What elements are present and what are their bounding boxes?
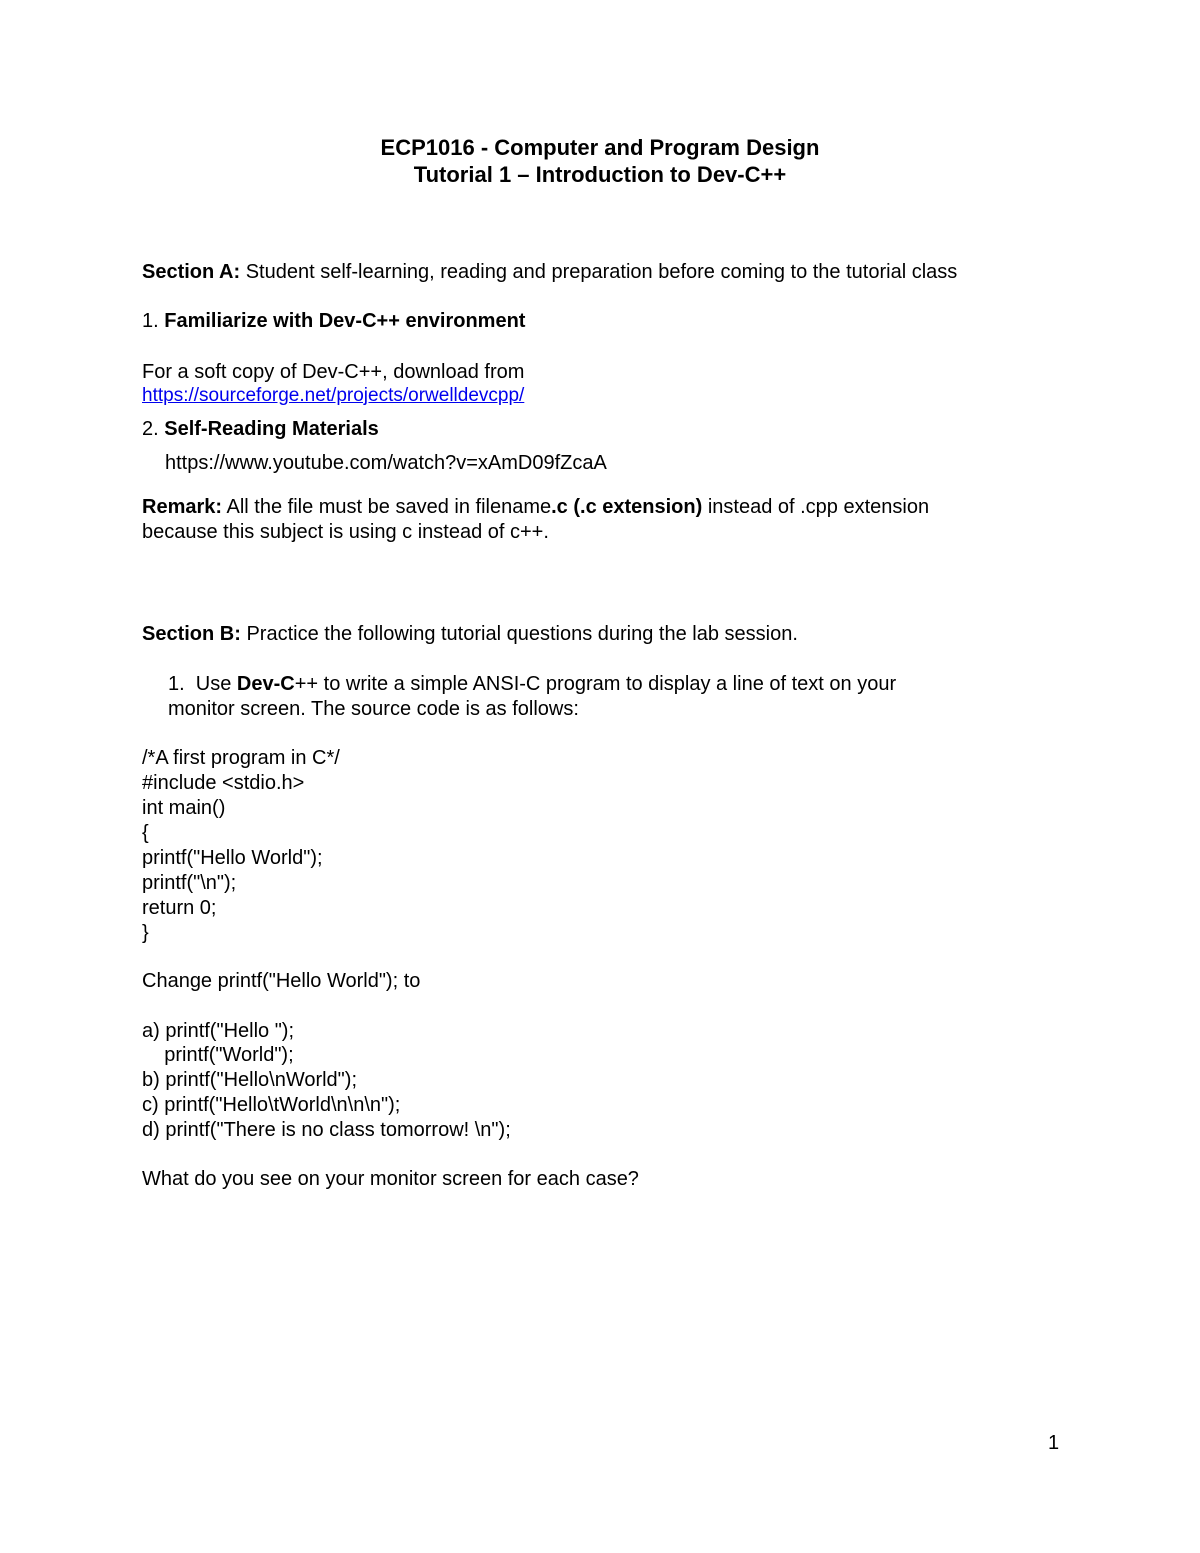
change-instruction: Change printf("Hello World"); to xyxy=(142,970,421,992)
code-line: return 0; xyxy=(142,897,217,919)
section-b-text: Practice the following tutorial questions during the lab session. xyxy=(240,623,798,645)
option-line: printf("World"); xyxy=(142,1044,294,1066)
item-1-heading xyxy=(142,309,525,333)
item-1-title: Familiarize with Dev-C++ environment xyxy=(164,310,526,332)
q1-text-b: ++ to write a simple ANSI-C program to display a line of text on your xyxy=(294,673,897,695)
item-2-num: 2. xyxy=(142,418,165,440)
video-link: https://www.youtube.com/watch?v=xAmD09fZcaA xyxy=(165,452,607,474)
option-line: b) printf("Hello\nWorld"); xyxy=(142,1069,357,1091)
option-line: d) printf("There is no class tomorrow! \n"); xyxy=(142,1119,511,1141)
code-line: int main() xyxy=(142,797,226,819)
code-line: /*A first program in C*/ xyxy=(142,747,340,769)
q1-bold: Dev-C xyxy=(236,673,295,695)
remark-text-1: All the file must be saved in filename xyxy=(222,496,552,518)
question-1-line-2: monitor screen. The source code is as follows: xyxy=(168,698,579,720)
final-question: What do you see on your monitor screen for each case? xyxy=(142,1168,639,1190)
question-1 xyxy=(168,672,896,696)
section-a-text: Student self-learning, reading and preparation before coming to the tutorial class xyxy=(240,261,958,283)
remark-line-2: because this subject is using c instead of c++. xyxy=(142,521,549,543)
remark xyxy=(142,495,929,519)
code-line: #include <stdio.h> xyxy=(142,772,305,794)
remark-text-2: instead of .cpp extension xyxy=(702,496,930,518)
section-a-label: Section A: xyxy=(142,261,241,283)
code-line: } xyxy=(142,922,149,944)
download-text: For a soft copy of Dev-C++, download from xyxy=(142,361,525,383)
item-2-heading xyxy=(142,417,379,441)
section-b-label: Section B: xyxy=(142,623,241,645)
remark-label: Remark: xyxy=(142,496,223,518)
q1-text-a: 1. Use xyxy=(168,673,237,695)
code-line: printf("Hello World"); xyxy=(142,847,323,869)
section-b-heading xyxy=(142,622,798,646)
document-title: ECP1016 - Computer and Program Design xyxy=(380,135,820,160)
download-link[interactable]: https://sourceforge.net/projects/orwelldevcpp/ xyxy=(142,385,525,406)
option-line: c) printf("Hello\tWorld\n\n\n"); xyxy=(142,1094,401,1116)
remark-bold: .c (.c extension) xyxy=(551,496,703,518)
item-1-num: 1. xyxy=(142,310,165,332)
code-line: { xyxy=(142,822,149,844)
option-line: a) printf("Hello "); xyxy=(142,1020,295,1042)
page-number: 1 xyxy=(1048,1432,1060,1454)
item-2-title: Self-Reading Materials xyxy=(164,418,379,440)
document-subtitle: Tutorial 1 – Introduction to Dev-C++ xyxy=(413,162,787,187)
code-line: printf("\n"); xyxy=(142,872,237,894)
section-a-heading xyxy=(142,260,957,284)
